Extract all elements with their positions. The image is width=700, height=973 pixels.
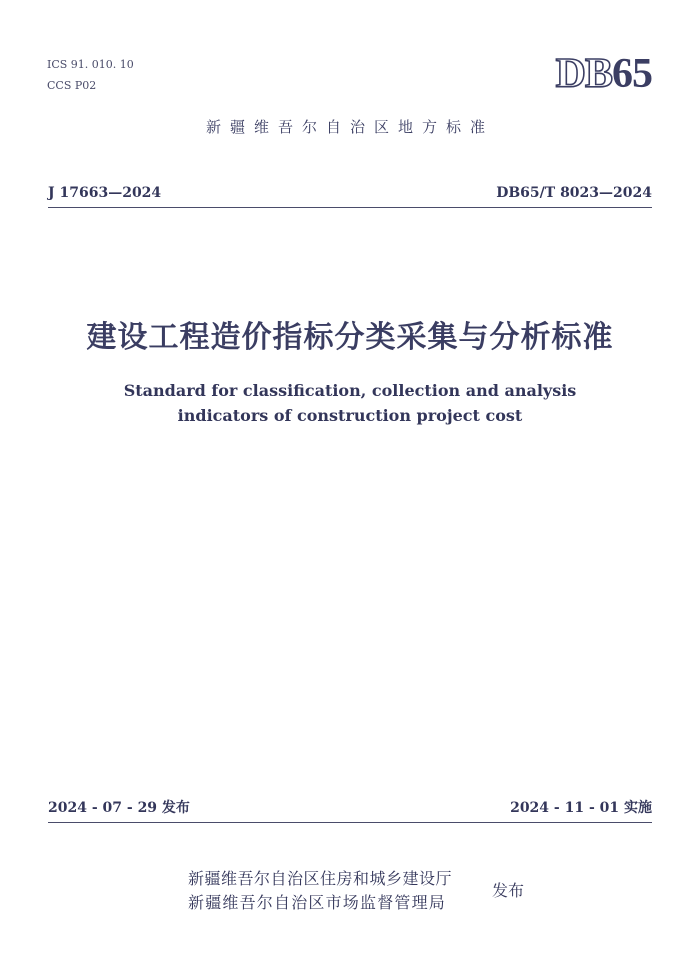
- publisher-market-bureau: 新疆维吾尔自治区市场监督管理局: [188, 893, 447, 912]
- record-number: J 17663—2024: [48, 185, 162, 201]
- db65-logo: [556, 50, 652, 98]
- standard-number: DB65/T 8023—2024: [496, 185, 652, 201]
- top-divider: [48, 207, 652, 208]
- bottom-divider: [48, 822, 652, 823]
- title-chinese: 建设工程造价指标分类采集与分析标准: [86, 320, 614, 355]
- implementation-date: 2024 - 11 - 01 实施: [510, 800, 652, 816]
- publish-label: 发布: [492, 881, 525, 900]
- title-english-line2: indicators of construction project cost: [177, 406, 523, 425]
- logo-number-text: 65: [612, 51, 652, 97]
- title-english-line1: Standard for classification, collection and analysis: [123, 381, 577, 400]
- ccs-code: CCS P02: [47, 79, 97, 92]
- logo-db-text: DB: [555, 51, 612, 97]
- issue-date: 2024 - 07 - 29 发布: [48, 800, 190, 816]
- publisher-housing-dept: 新疆维吾尔自治区住房和城乡建设厅: [188, 869, 453, 888]
- ics-code: ICS 91. 010. 10: [47, 58, 134, 71]
- standard-type: 新疆维吾尔自治区地方标准: [205, 118, 494, 136]
